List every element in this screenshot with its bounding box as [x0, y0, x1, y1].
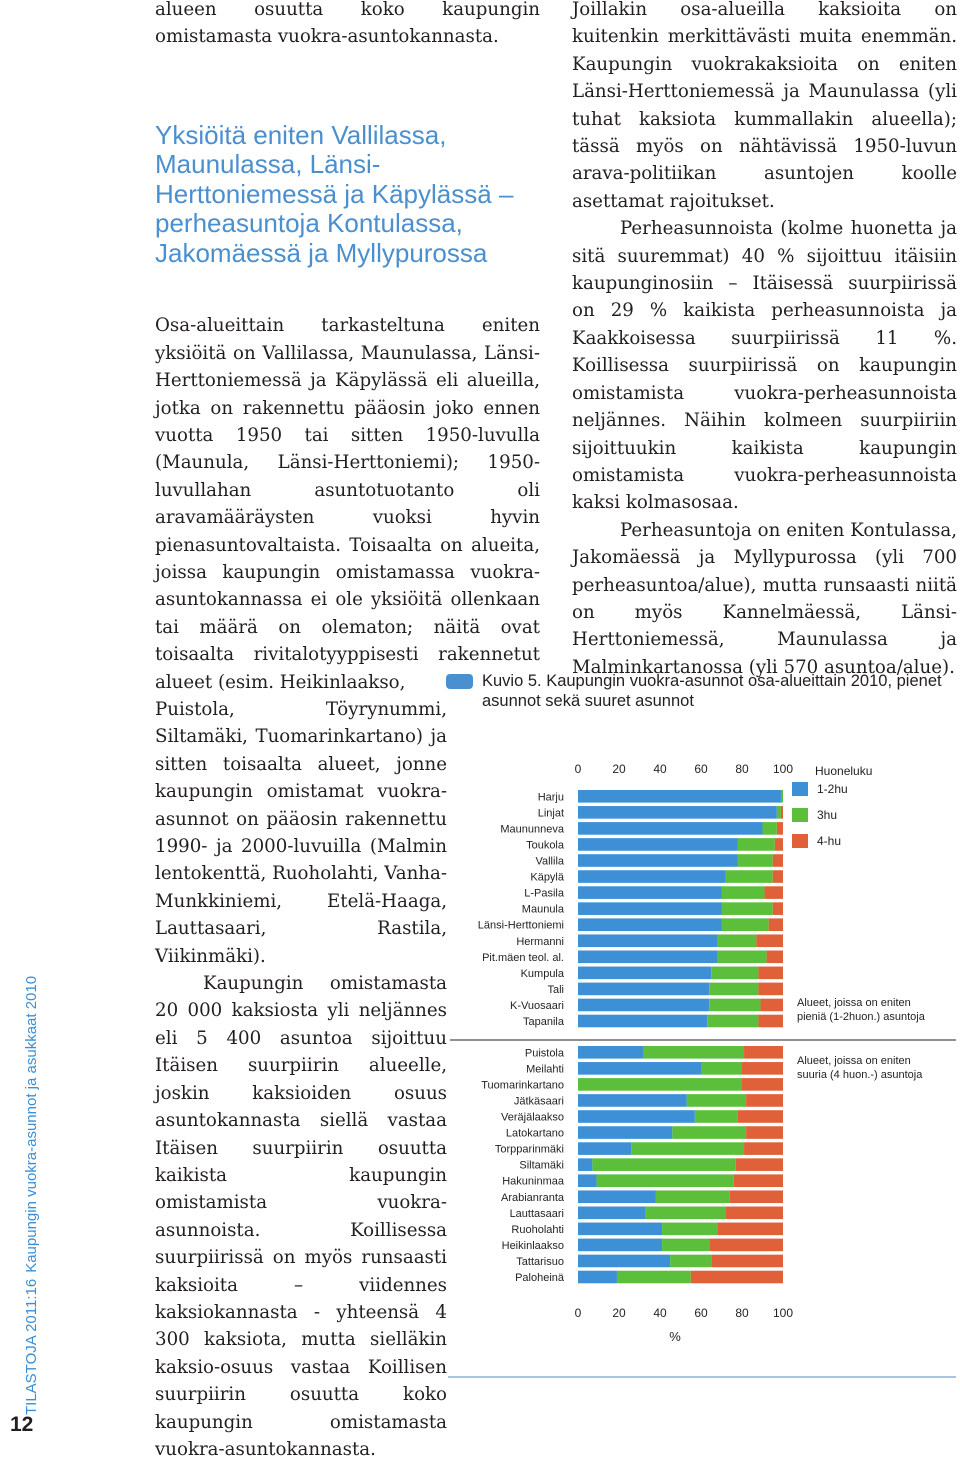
category-label: Ruoholahti	[511, 1223, 564, 1236]
bottom-tick-label: 60	[694, 1306, 708, 1320]
bar-segment-3hu	[631, 1142, 744, 1155]
bar-segment-3hu	[763, 822, 777, 835]
bottom-tick-label: 100	[772, 1306, 794, 1320]
bar-segment-1-2hu	[578, 1271, 617, 1284]
legend-swatch	[792, 834, 808, 848]
bar-segment-3hu	[722, 918, 769, 931]
bar-segment-3hu	[701, 1062, 742, 1075]
bar-segment-4-hu	[773, 902, 783, 915]
category-label: Hermanni	[516, 935, 564, 948]
body-paragraph: Osa-alueittain tarkasteltuna eniten yksiöitä on Vallilassa, Maunulassa, Länsi-Herttoniemessä ja Käpylässä eli alueilla, jotka on rakennettu pääosin joko ennen vuotta 1950 tai sitten 1950-luvulla (Maunula, Länsi-Herttoniemi); 1950-luvullahan asuntotuotanto oli aravamääräysten vuoksi hyvin pienasuntovaltaista. Toisaalta on alueita, joissa kaupungin omistamassa vuokra-asuntokannassa ei ole yksiöitä ollenkaan tai määrä on olematon; näitä ovat toisaalta rivitalotyyppisesti rakennetut alueet (esim. Heikinlaakso,	[155, 315, 540, 693]
category-label: Tapanila	[523, 1016, 564, 1028]
bottom-tick-label: 40	[653, 1306, 667, 1320]
bar-segment-4-hu	[734, 1174, 783, 1187]
legend-label: 3hu	[817, 808, 838, 822]
bar-segment-4-hu	[756, 934, 783, 947]
legend-label: 1-2hu	[817, 782, 848, 796]
bar-segment-3hu	[738, 854, 773, 867]
bar-segment-1-2hu	[578, 1015, 707, 1028]
top-tick-label: 0	[574, 762, 582, 776]
category-label: Veräjälaakso	[501, 1111, 564, 1124]
bar-segment-3hu	[738, 838, 775, 851]
bar-segment-1-2hu	[578, 1062, 701, 1075]
top-tick-label: 80	[735, 762, 749, 776]
bar-segment-1-2hu	[578, 1126, 672, 1139]
body-paragraph-continued: Puistola, Töyrynummi, Siltamäki, Tuomarinkartano) ja sitten toisaalta alueet, jonne kaupungin omistamat vuokra-asunnot on pääosin rakennettu 1990- ja 2000-luvuilla (Malmin lentokenttä, Ruoholahti, Vanha-Munkkiniemi, Etelä-Haaga, Lauttasaari, Rastila, Viikinmäki).	[155, 699, 447, 967]
bar-segment-1-2hu	[578, 1190, 656, 1203]
bar-segment-3hu	[596, 1174, 733, 1187]
bar-segment-3hu	[687, 1094, 746, 1107]
bar-segment-1-2hu	[578, 854, 738, 867]
bar-segment-4-hu	[746, 1126, 783, 1139]
bar-segment-3hu	[578, 1078, 742, 1091]
bar-segment-3hu	[709, 999, 760, 1012]
bar-segment-1-2hu	[578, 806, 777, 819]
bar-segment-4-hu	[730, 1190, 783, 1203]
bar-segment-1-2hu	[578, 902, 722, 915]
bar-segment-1-2hu	[578, 1094, 687, 1107]
bar-segment-1-2hu	[578, 918, 722, 931]
bar-segment-1-2hu	[578, 1207, 646, 1220]
bar-segment-4-hu	[767, 951, 783, 964]
bar-segment-1-2hu	[578, 1239, 662, 1252]
top-tick-label: 40	[653, 762, 667, 776]
right-text-column	[572, 0, 957, 681]
bar-segment-1-2hu	[578, 983, 709, 996]
x-axis-label: %	[669, 1329, 681, 1344]
category-label: Käpylä	[530, 871, 564, 884]
top-tick-label: 20	[612, 762, 626, 776]
category-label: Tattarisuo	[516, 1255, 564, 1268]
figure-caption: Kuvio 5. Kaupungin vuokra-asunnot osa-alueittain 2010, pienet asunnot sekä suuret asunnot	[482, 672, 942, 710]
bar-segment-1-2hu	[578, 1174, 596, 1187]
bar-segment-4-hu	[726, 1207, 783, 1220]
category-label: L-Pasila	[524, 887, 564, 900]
bar-segment-1-2hu	[578, 951, 717, 964]
legend-swatch	[792, 808, 808, 822]
bar-segment-1-2hu	[578, 870, 726, 883]
bar-segment-4-hu	[709, 1239, 783, 1252]
top-tick-label: 100	[772, 762, 794, 776]
bar-segment-3hu	[646, 1207, 726, 1220]
bar-segment-4-hu	[742, 1062, 783, 1075]
body-paragraph: Perheasuntoja on eniten Kontulassa, Jakomäessä ja Myllypurossa (yli 700 perheasuntoa/alue), mutta runsaasti niitä on myös Kannelmäessä, Länsi-Herttoniemessä, Maunulassa ja Malminkartanossa (yli 570 asuntoa/alue).	[572, 519, 957, 678]
group-note-small-homes: Alueet, joissa on eniten pieniä (1-2huon.) asuntoja	[797, 997, 925, 1023]
bar-segment-4-hu	[781, 806, 783, 819]
running-header	[23, 976, 40, 1415]
bar-segment-1-2hu	[578, 1158, 592, 1171]
bar-segment-3hu	[722, 886, 765, 899]
legend-label: 4-hu	[817, 834, 842, 848]
category-label: Vallila	[535, 855, 564, 868]
bar-segment-3hu	[617, 1271, 691, 1284]
publication-title: Kaupungin vuokra-asunnot ja asukkaat 2010	[23, 975, 40, 1273]
top-tick-label: 60	[694, 762, 708, 776]
bar-segment-1-2hu	[578, 1110, 695, 1123]
section-heading: Yksiöitä eniten Vallilassa, Maunulassa, Länsi-Herttoniemessä ja Käpylässä – perheasuntoja Kontulassa, Jakomäessä ja Myllypurossa	[155, 119, 514, 268]
bottom-rule	[448, 1376, 956, 1378]
bar-segment-4-hu	[777, 822, 783, 835]
bottom-tick-label: 20	[612, 1306, 626, 1320]
bar-segment-3hu	[717, 934, 756, 947]
bar-segment-4-hu	[773, 870, 783, 883]
category-label: Arabianranta	[501, 1191, 564, 1204]
bar-segment-1-2hu	[578, 838, 738, 851]
bar-segment-3hu	[781, 790, 783, 803]
bar-segment-4-hu	[746, 1094, 783, 1107]
figure-marker	[446, 674, 473, 689]
category-label: Linjat	[537, 807, 564, 820]
bar-segment-4-hu	[717, 1223, 783, 1236]
bar-segment-4-hu	[758, 1015, 783, 1028]
bar-segment-4-hu	[738, 1110, 783, 1123]
bar-segment-4-hu	[736, 1158, 783, 1171]
bar-segment-3hu	[777, 806, 781, 819]
sidebar-strip	[0, 0, 50, 1436]
bar-segment-3hu	[644, 1046, 744, 1059]
legend	[792, 782, 848, 848]
bar-segment-3hu	[722, 902, 773, 915]
bar-segment-4-hu	[711, 1255, 783, 1268]
bar-segment-3hu	[709, 983, 758, 996]
page-number: 12	[10, 1413, 34, 1436]
bar-segment-4-hu	[744, 1142, 783, 1155]
bar-segment-4-hu	[765, 886, 783, 899]
lead-paragraph: alueen osuutta koko kaupungin omistamasta vuokra-asuntokannasta.	[155, 0, 540, 48]
bar-segment-1-2hu	[578, 1255, 670, 1268]
bar-segment-1-2hu	[578, 790, 781, 803]
bar-segment-3hu	[695, 1110, 738, 1123]
bar-segment-1-2hu	[578, 934, 717, 947]
bar-segment-1-2hu	[578, 967, 711, 980]
stacked-bar-chart	[440, 750, 960, 1350]
bar-segment-1-2hu	[578, 822, 763, 835]
category-label: Meilahti	[526, 1063, 564, 1076]
bar-segment-4-hu	[760, 999, 783, 1012]
bar-segment-3hu	[711, 967, 758, 980]
bar-segment-4-hu	[758, 983, 783, 996]
category-label: Maunula	[521, 903, 564, 916]
category-label: Toukola	[526, 839, 564, 852]
bottom-axis-ticks	[575, 1306, 794, 1320]
bar-segment-3hu	[726, 870, 773, 883]
bar-segment-1-2hu	[578, 1223, 662, 1236]
category-label: Heikinlaakso	[501, 1239, 564, 1252]
bar-segment-3hu	[717, 951, 766, 964]
category-labels	[478, 791, 565, 1284]
body-paragraph: Joillakin osa-alueilla kaksioita on kuitenkin merkittävästi muita enemmän. Kaupungin vuokrakaksioita on eniten Länsi-Herttoniemessä ja Maunulassa (yli tuhat kaksiota kummallakin alueella); tässä myös on nähtävissä 1950-luvun arava-politiikan asuntojen koolle asettamat rajoitukset.	[572, 0, 957, 212]
body-paragraph: Perheasunnoista (kolme huonetta ja sitä suuremmat) 40 % sijoittuu itäisiin kaupunginosiin – Itäisessä suurpiirissä on 29 % kaikista perheasunnoista ja Kaakkoisessa suurpiirissä 11 %. Koillisessa suurpiirissä on kaupungin omistamista vuokra-perheasunnoista neljännes. Näihin kolmeen suurpiiriin sijoittuukin kaikista kaupungin omistamista vuokra-perheasunnoista kaksi kolmasosaa.	[572, 218, 957, 514]
category-label: Lauttasaari	[509, 1207, 564, 1220]
legend-swatch	[792, 782, 808, 796]
legend-title: Huoneluku	[815, 764, 873, 778]
bar-segment-1-2hu	[578, 886, 722, 899]
chart-bars	[578, 790, 783, 1283]
bar-segment-4-hu	[775, 838, 783, 851]
category-label: Kumpula	[520, 967, 564, 980]
bar-segment-1-2hu	[578, 1046, 644, 1059]
bottom-tick-label: 0	[574, 1306, 582, 1320]
bar-segment-4-hu	[742, 1078, 783, 1091]
bar-segment-3hu	[662, 1223, 717, 1236]
category-label: Jätkäsaari	[513, 1095, 564, 1108]
category-label: Torpparinmäki	[494, 1143, 564, 1156]
category-label: Puistola	[524, 1047, 564, 1060]
bar-segment-4-hu	[691, 1271, 783, 1284]
bar-segment-3hu	[592, 1158, 736, 1171]
bar-segment-1-2hu	[578, 1142, 631, 1155]
bar-segment-4-hu	[769, 918, 783, 931]
bar-segment-1-2hu	[578, 999, 709, 1012]
group-note-large-homes: Alueet, joissa on eniten suuria (4 huon.-) asuntoja	[797, 1055, 923, 1081]
bar-segment-3hu	[672, 1126, 746, 1139]
category-label: Tali	[547, 983, 564, 996]
category-label: Tuomarinkartano	[481, 1079, 564, 1092]
category-label: Harju	[537, 791, 564, 804]
bar-segment-4-hu	[758, 967, 783, 980]
top-axis-ticks	[575, 762, 794, 776]
category-label: Siltamäki	[519, 1159, 564, 1172]
category-label: Hakuninmaa	[502, 1175, 564, 1188]
category-label: Länsi-Herttoniemi	[477, 919, 564, 932]
bar-segment-3hu	[670, 1255, 711, 1268]
category-label: K-Vuosaari	[509, 999, 564, 1012]
category-label: Paloheinä	[515, 1272, 564, 1284]
bar-segment-3hu	[662, 1239, 709, 1252]
category-label: Maununneva	[500, 823, 564, 836]
body-paragraph: Kaupungin omistamasta 20 000 kaksiosta yli neljännes eli 5 400 asuntoa sijoittuu Itäisen suurpiirin alueelle, joskin kaksioiden osuus asuntokannasta siellä vastaa Itäisen suurpiirin osuutta kaikista kaupungin omistamista vuokra-asunnoista. Koillisessa suurpiirissä on myös runsaasti kaksioita – viidennes kaksiokannasta - yhteensä 4 300 kaksiota, mutta sielläkin kaksio-osuus vastaa Koillisen suurpiirin osuutta koko kaupungin omistamasta vuokra-asuntokannasta.	[155, 973, 447, 1460]
bottom-tick-label: 80	[735, 1306, 749, 1320]
category-label: Latokartano	[505, 1127, 564, 1140]
series-label: TILASTOJA 2011:16	[23, 1278, 40, 1415]
bar-segment-3hu	[707, 1015, 758, 1028]
bar-segment-4-hu	[744, 1046, 783, 1059]
category-label: Pit.mäen teol. al.	[482, 951, 564, 964]
bar-segment-3hu	[656, 1190, 730, 1203]
bar-segment-4-hu	[773, 854, 783, 867]
